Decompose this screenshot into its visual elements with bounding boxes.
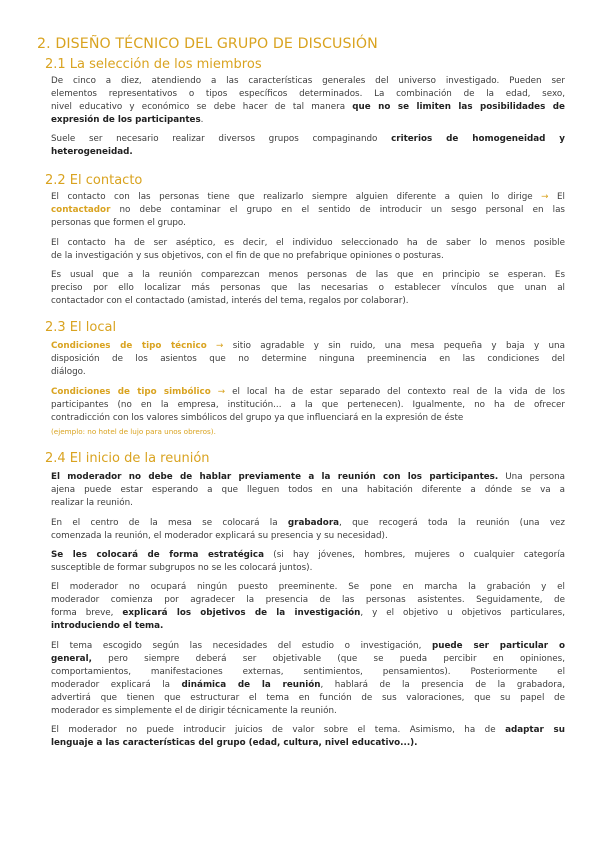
text-line: diálogo. bbox=[51, 367, 86, 378]
bold-phrase: que no se limiten las posibilidades de bbox=[352, 102, 565, 113]
text-line: contactador no debe contaminar el grupo en el sentido de introducir un sesgo personal en las bbox=[51, 205, 565, 216]
bold-phrase: general, bbox=[51, 654, 92, 665]
text-line: El moderador no ocupará ningún puesto preeminente. Se pone en marcha la grabación y el bbox=[51, 582, 565, 592]
paragraph bbox=[51, 269, 565, 308]
text-line: preciso por ello localizar más personas que las necesarias o establecer vínculos que unan al bbox=[51, 283, 565, 294]
text-line: moderador explicará la dinámica de la reunión, hablará de la presencia de la grabadora, bbox=[51, 680, 566, 691]
text-line: En el centro de la mesa se colocará la grabadora, que recogerá toda la reunión (una vez bbox=[51, 518, 565, 528]
text-line: El contacto con las personas tiene que realizarlo siempre alguien diferente a quien lo dirige → El bbox=[51, 192, 565, 202]
text-line: ajena puede estar esperando a que lleguen todos en una habitación diferente a dónde se va a bbox=[51, 485, 565, 496]
bold-phrase: lenguaje a las características del grupo (edad, cultura, nivel educativo...). bbox=[51, 738, 418, 749]
text-line: nivel educativo y económico se debe hacer de tal manera que no se limiten las posibilidades de bbox=[51, 102, 565, 113]
highlight-term: Condiciones de tipo simbólico bbox=[51, 387, 211, 397]
bold-phrase: puede ser particular o bbox=[431, 641, 565, 651]
text-line: El contacto ha de ser aséptico, es decir, el individuo seleccionado ha de saber lo menos posible bbox=[51, 238, 565, 248]
text-line: El moderador no debe de hablar previamente a la reunión con los participantes. Una persona bbox=[51, 472, 565, 482]
text-line: moderador es simplemente el de dirigir técnicamente la reunión. bbox=[51, 706, 337, 717]
text-line: Condiciones de tipo técnico → sitio agradable y sin ruido, una mesa pequeña y baja y una bbox=[51, 341, 565, 351]
paragraph bbox=[51, 75, 565, 127]
text-line: realizar la reunión. bbox=[51, 498, 133, 509]
text-line: contradicción con los valores simbólicos del grupo ya que influenciará en la expresión de éste bbox=[51, 413, 464, 424]
text-line: El tema escogido según las necesidades del estudio o investigación, puede ser particular o bbox=[51, 641, 565, 651]
section-heading-inicio: 2.4 El inicio de la reunión bbox=[45, 451, 210, 466]
highlight-term: Condiciones de tipo técnico bbox=[51, 341, 207, 351]
page-title: 2. DISEÑO TÉCNICO DEL GRUPO DE DISCUSIÓN bbox=[37, 36, 378, 52]
paragraph bbox=[51, 724, 565, 750]
text-line: personas que formen el grupo. bbox=[51, 218, 186, 229]
bold-phrase: criterios de homogeneidad y bbox=[391, 134, 565, 144]
text-line: El moderador no puede introducir juicios de valor sobre el tema. Asimismo, ha de adaptar su bbox=[51, 725, 565, 735]
text-line: Condiciones de tipo simbólico → el local ha de estar separado del contexto real de la vida de los bbox=[51, 387, 565, 397]
text-line: general, pero siempre deberá ser objetivable (que se pueda percibir en opiniones, bbox=[51, 654, 565, 665]
paragraph bbox=[51, 191, 565, 230]
text-line: comportamientos, manifestaciones externas, sentimientos, pensamientos). Posteriormente el bbox=[51, 667, 565, 678]
paragraph bbox=[51, 549, 565, 575]
text-line: elementos representativos o tipos específicos determinados. La combinación de la edad, sexo, bbox=[51, 89, 565, 100]
bold-phrase: grabadora bbox=[287, 518, 340, 528]
paragraph bbox=[51, 386, 565, 438]
paragraph bbox=[51, 133, 565, 159]
bold-phrase: Se les colocará de forma estratégica bbox=[51, 550, 264, 560]
arrow-icon: → bbox=[541, 192, 549, 202]
text-line bbox=[51, 737, 565, 750]
bold-phrase: explicará los objetivos de la investigación bbox=[122, 608, 361, 619]
section-heading-contacto: 2.2 El contacto bbox=[45, 173, 143, 188]
section-heading-local: 2.3 El local bbox=[45, 320, 117, 335]
text-line: moderador comienza por agradecer la presencia de las personas asistentes. Seguidamente, de bbox=[51, 595, 565, 606]
text-line: Suele ser necesario realizar diversos grupos compaginando criterios de homogeneidad y bbox=[51, 134, 565, 144]
text-line bbox=[51, 146, 565, 159]
bold-phrase: introduciendo el tema. bbox=[51, 621, 164, 632]
bold-phrase: adaptar su bbox=[505, 725, 565, 735]
text-line: comenzada la reunión, el moderador explicará su presencia y su necesidad). bbox=[51, 531, 388, 542]
section-heading-seleccion: 2.1 La selección de los miembros bbox=[45, 57, 262, 72]
arrow-icon: → bbox=[217, 387, 226, 397]
text-line bbox=[51, 620, 565, 633]
bold-phrase: El moderador no debe de hablar previamente a la reunión con los participantes. bbox=[51, 472, 499, 482]
text-line: Es usual que a la reunión comparezcan menos personas de las que en principio se esperan. Es bbox=[51, 270, 565, 280]
bold-phrase: heterogeneidad. bbox=[51, 147, 133, 158]
text-line: advertirá que tienen que estructurar el tema en función de sus valoraciones, que su papel de bbox=[51, 693, 565, 704]
highlight-term: contactador bbox=[51, 205, 111, 216]
paragraph bbox=[51, 340, 565, 379]
text-line: susceptible de formar subgrupos no se les colocará juntos). bbox=[51, 563, 313, 574]
paragraph bbox=[51, 640, 565, 719]
text-line: De cinco a diez, atendiendo a las características generales del universo investigado. Pueden ser bbox=[51, 76, 565, 86]
paragraph bbox=[51, 471, 565, 510]
paragraph bbox=[51, 581, 565, 633]
text-line: participantes (no en la empresa, institución... a la que pertenecen). Igualmente, no ha de ofrecer bbox=[51, 400, 565, 411]
example-note: (ejemplo: no hotel de lujo para unos obreros). bbox=[51, 427, 216, 437]
text-line: contactador con el contactado (amistad, interés del tema, regalos por colaborar). bbox=[51, 296, 409, 307]
bold-phrase: dinámica de la reunión bbox=[181, 680, 321, 691]
text-line: forma breve, explicará los objetivos de la investigación, y el objetivo u objetivos particulares, bbox=[51, 608, 565, 619]
bold-phrase: expresión de los participantes bbox=[51, 115, 201, 126]
arrow-icon: → bbox=[216, 341, 224, 351]
text-line: disposición de los asientos que no determine ninguna preeminencia en las condiciones del bbox=[51, 354, 565, 365]
text-line: Se les colocará de forma estratégica (si hay jóvenes, hombres, mujeres o cualquier categoría bbox=[51, 550, 565, 560]
text-line: expresión de los participantes. bbox=[51, 115, 204, 126]
paragraph bbox=[51, 237, 565, 263]
text-line: de la investigación y sus objetivos, con el fin de que no prefabrique opiniones o posturas. bbox=[51, 251, 444, 262]
paragraph bbox=[51, 517, 565, 543]
